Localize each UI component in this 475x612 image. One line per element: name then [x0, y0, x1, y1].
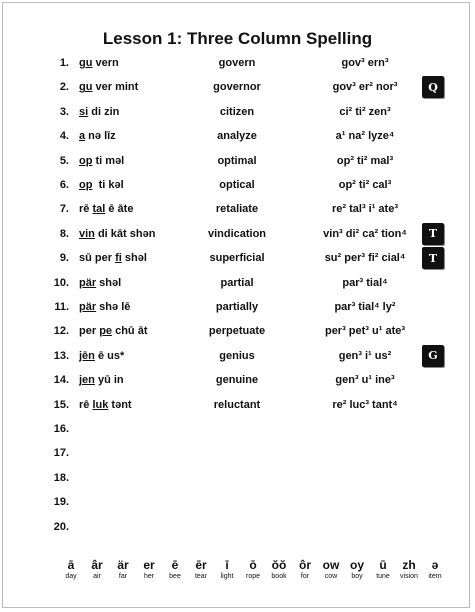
pronunciation — [79, 228, 155, 240]
stressed-syllable: op — [79, 154, 93, 167]
key-word: boy — [351, 573, 363, 580]
syllable-breakdown: op² ti² cal³ — [338, 179, 392, 191]
letter-badge: G — [422, 345, 444, 367]
stressed-syllable: pe — [99, 325, 113, 338]
key-symbol: ow — [322, 558, 340, 572]
key-entry — [84, 558, 110, 580]
syllable-breakdown: par³ tial⁴ — [342, 276, 388, 289]
syllable-breakdown: gov³ er² nor³ — [332, 81, 398, 94]
list-row — [0, 81, 475, 101]
list-row — [0, 130, 475, 150]
row-number: 5. — [59, 154, 69, 167]
syllable-text: ti məl — [92, 154, 125, 167]
row-number: 10. — [53, 276, 69, 289]
pronunciation — [79, 374, 124, 386]
pronunciation — [79, 106, 119, 118]
syllable-text: sū per — [79, 252, 116, 265]
syllable-breakdown: gen³ u¹ ine³ — [335, 374, 395, 387]
stressed-syllable: pär — [79, 301, 97, 313]
key-word: item — [428, 573, 442, 580]
row-number: 14. — [53, 374, 69, 387]
list-row — [0, 203, 475, 223]
stressed-syllable: jen — [79, 374, 95, 387]
syllable-breakdown: par³ tial⁴ ly² — [334, 301, 396, 313]
key-symbol: er — [143, 558, 155, 572]
stressed-syllable: pär — [79, 276, 97, 289]
spelling-word: genuine — [215, 374, 259, 387]
spelling-word: reluctant — [213, 398, 261, 411]
list-row — [0, 252, 475, 272]
syllable-breakdown: op² ti² mal³ — [336, 154, 394, 167]
key-symbol: ôr — [299, 558, 311, 572]
key-word: book — [271, 573, 287, 580]
pronunciation — [79, 155, 124, 167]
list-row — [0, 277, 475, 297]
syllable-text: ē us* — [94, 349, 125, 362]
pronunciation-key — [58, 558, 448, 580]
list-row — [0, 57, 475, 77]
key-symbol: oy — [349, 558, 364, 572]
key-entry — [422, 558, 448, 580]
pronunciation — [79, 325, 147, 337]
syllable-text: per — [79, 325, 100, 338]
list-row — [0, 155, 475, 175]
key-word: vision — [400, 573, 418, 580]
row-number: 6. — [59, 179, 69, 191]
syllable-text: di zin — [88, 105, 120, 118]
pronunciation — [79, 301, 130, 313]
key-word: light — [220, 573, 234, 580]
syllable-breakdown: per³ pet³ u¹ ate³ — [324, 325, 406, 338]
syllable-breakdown: gov³ ern³ — [341, 57, 389, 69]
syllable-text: ē āte — [105, 203, 134, 216]
key-symbol: ŏŏ — [271, 558, 287, 572]
stressed-syllable: fi — [115, 252, 122, 265]
row-number: 8. — [59, 227, 69, 240]
syllable-text: ti kəl — [92, 179, 124, 191]
row-number: 7. — [59, 203, 69, 216]
key-entry — [214, 558, 240, 580]
syllable-text: rē — [79, 398, 93, 411]
list-row — [0, 423, 475, 443]
pronunciation — [79, 399, 132, 411]
list-row — [0, 179, 475, 199]
row-number: 16. — [53, 423, 69, 435]
key-symbol: âr — [91, 558, 103, 572]
syllable-breakdown: re² tal³ i¹ ate³ — [331, 203, 398, 216]
key-entry — [110, 558, 136, 580]
key-word: far — [118, 573, 128, 580]
key-symbol: ū — [379, 558, 387, 572]
syllable-breakdown: vin³ di² ca² tion⁴ — [323, 227, 407, 240]
pronunciation — [79, 81, 138, 93]
key-symbol: ē — [171, 558, 179, 572]
pronunciation — [79, 130, 116, 142]
key-word: cow — [324, 573, 338, 580]
stressed-syllable: gu — [79, 57, 93, 69]
page-title: Lesson 1: Three Column Spelling — [102, 29, 373, 48]
pronunciation — [79, 57, 119, 69]
spelling-word: citizen — [219, 105, 255, 118]
syllable-text: nə līz — [85, 130, 116, 143]
key-entry — [240, 558, 266, 580]
row-number: 12. — [53, 325, 69, 338]
letter-badge: Q — [422, 76, 444, 98]
syllable-breakdown: gen³ i¹ us² — [338, 349, 392, 362]
row-number: 3. — [59, 105, 69, 118]
key-word: air — [93, 573, 101, 580]
key-symbol: ə — [431, 558, 439, 572]
list-row — [0, 106, 475, 126]
row-number: 4. — [59, 130, 69, 143]
row-number: 9. — [59, 252, 69, 265]
row-number: 1. — [59, 57, 69, 69]
syllable-text: shə lē — [96, 301, 131, 313]
key-symbol: ī — [225, 558, 229, 572]
stressed-syllable: a — [79, 130, 86, 143]
spelling-word: genius — [219, 349, 255, 362]
key-symbol: ā — [67, 558, 75, 572]
syllable-text: chū āt — [112, 325, 148, 338]
spelling-word: retaliate — [215, 203, 259, 216]
key-word: tear — [194, 573, 208, 580]
list-row — [0, 521, 475, 541]
list-row — [0, 472, 475, 492]
syllable-text: tənt — [108, 398, 132, 411]
syllable-text: shəl — [96, 276, 122, 289]
key-word: rope — [245, 573, 260, 580]
key-word: her — [143, 573, 155, 580]
syllable-breakdown: ci² ti² zen³ — [339, 105, 391, 118]
list-row — [0, 301, 475, 321]
syllable-text: vern — [92, 57, 119, 69]
key-symbol: är — [117, 558, 129, 572]
syllable-text: rē — [79, 203, 93, 216]
row-number: 18. — [53, 471, 69, 484]
key-entry — [396, 558, 422, 580]
list-row — [0, 325, 475, 345]
stressed-syllable: op — [79, 179, 93, 191]
row-number: 15. — [53, 398, 69, 411]
spelling-word: perpetuate — [208, 325, 266, 338]
letter-badge: T — [422, 247, 444, 269]
row-number: 19. — [53, 496, 69, 509]
list-row — [0, 350, 475, 370]
spelling-word: partially — [215, 301, 259, 313]
spelling-word: partial — [220, 276, 254, 289]
stressed-syllable: vin — [79, 227, 95, 240]
key-symbol: ēr — [195, 558, 207, 572]
key-entry — [58, 558, 84, 580]
row-number: 20. — [53, 520, 69, 533]
row-number: 11. — [54, 301, 69, 313]
list-row — [0, 399, 475, 419]
syllable-breakdown: a¹ na² lyze⁴ — [335, 130, 395, 143]
pronunciation — [79, 277, 121, 289]
key-entry — [370, 558, 396, 580]
key-entry — [292, 558, 318, 580]
stressed-syllable: tal — [92, 203, 106, 216]
spelling-word: vindication — [207, 227, 267, 240]
row-number: 13. — [53, 349, 69, 362]
key-word: tune — [376, 573, 390, 580]
letter-badge: T — [422, 223, 444, 245]
stressed-syllable: si — [79, 105, 89, 118]
pronunciation — [79, 203, 133, 215]
pronunciation — [79, 179, 124, 191]
spelling-word: analyze — [217, 130, 257, 143]
key-symbol: zh — [402, 558, 416, 572]
stressed-syllable: jēn — [79, 349, 95, 362]
pronunciation — [79, 252, 147, 264]
spelling-word: governor — [213, 81, 261, 94]
list-row — [0, 447, 475, 467]
stressed-syllable: gu — [79, 81, 93, 94]
key-entry — [318, 558, 344, 580]
stressed-syllable: luk — [92, 398, 109, 411]
row-number: 2. — [59, 81, 69, 94]
pronunciation — [79, 350, 124, 362]
syllable-text: yū in — [94, 374, 124, 387]
key-word: day — [65, 573, 77, 580]
key-entry — [162, 558, 188, 580]
list-row — [0, 228, 475, 248]
key-entry — [266, 558, 292, 580]
key-entry — [344, 558, 370, 580]
spelling-word: optical — [219, 179, 255, 191]
syllable-text: shəl — [121, 252, 147, 265]
list-row — [0, 496, 475, 516]
spelling-word: superficial — [209, 252, 265, 265]
spelling-word: govern — [218, 57, 256, 69]
key-word: for — [300, 573, 310, 580]
key-symbol: ō — [249, 558, 257, 572]
row-number: 17. — [53, 447, 69, 460]
syllable-breakdown: re² luc³ tant⁴ — [332, 398, 398, 411]
syllable-text: di kāt shən — [94, 227, 156, 240]
syllable-breakdown: su² per³ fi² cial⁴ — [324, 252, 406, 265]
spelling-word: optimal — [217, 154, 257, 167]
key-entry — [136, 558, 162, 580]
key-entry — [188, 558, 214, 580]
syllable-text: ver mint — [92, 81, 139, 94]
list-row — [0, 374, 475, 394]
key-word: bee — [169, 573, 181, 580]
